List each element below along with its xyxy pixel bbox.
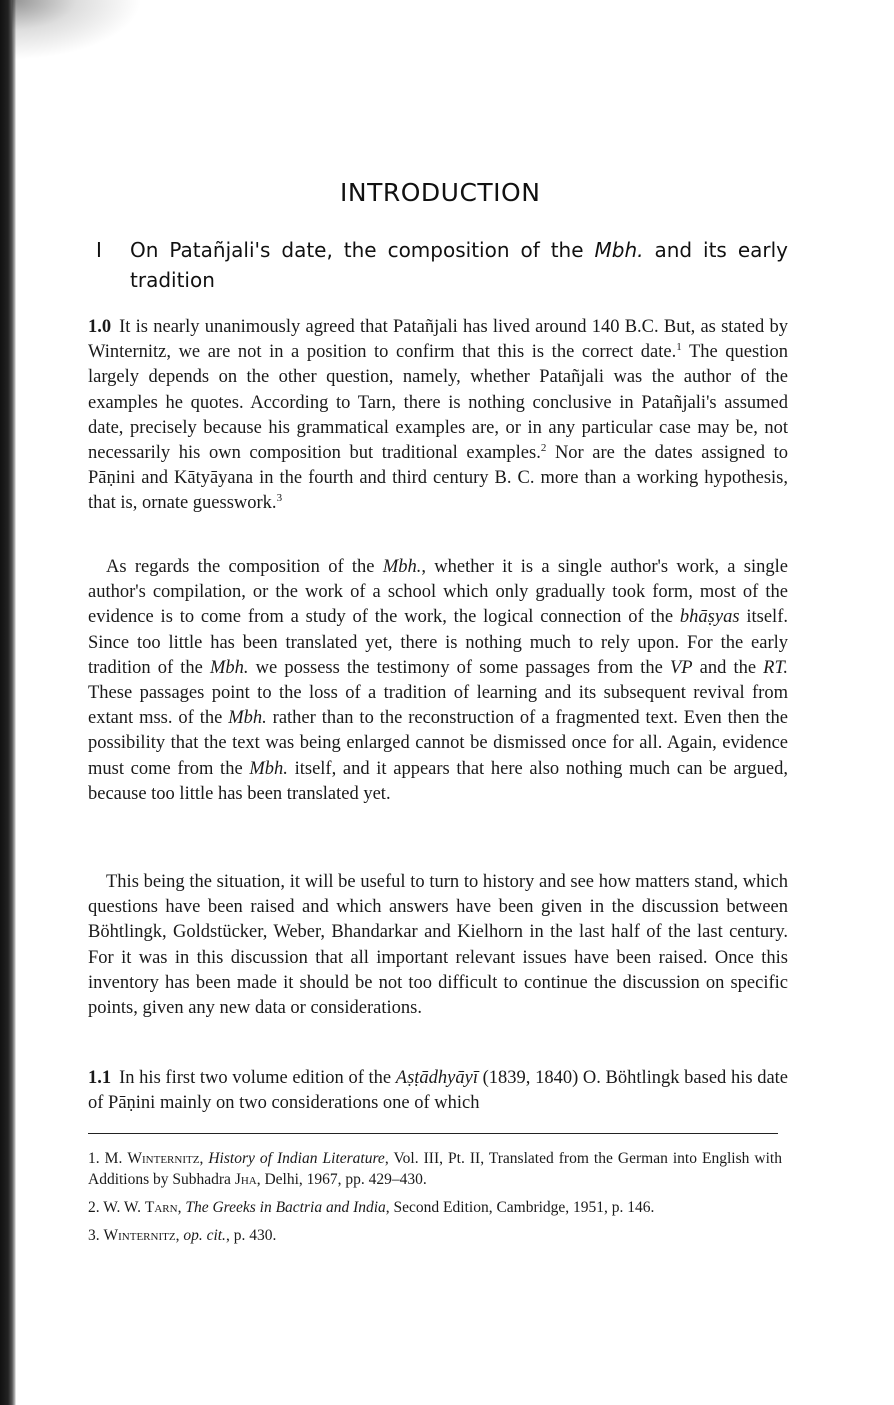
paragraph-number: 1.0 [88,317,112,337]
footnote-ref: 2 [540,441,547,454]
scan-binding-edge [0,0,16,1405]
section-heading [88,235,788,295]
paragraph-1-1: 1.1 In his first two volume edition of the Aṣṭādhyāyī (1839, 1840) O. Böhtlingk based his date of Pāṇini mainly on two considerations one of which [88,1068,789,1114]
scan-corner-shadow [12,0,142,60]
footnote-2: 2. W. W. Tarn, The Greeks in Bactria and India, Second Edition, Cambridge, 1951, p. 146. [88,1199,655,1216]
section-heading-text: On Patañjali's date, the composition of the Mbh. and its early tradition [130,238,788,292]
section-number: I [96,238,102,262]
footnote-3: 3. Winternitz, op. cit., p. 430. [88,1227,277,1244]
footnote-divider [88,1133,778,1134]
page-title: INTRODUCTION [340,178,541,207]
paragraph-composition: As regards the composition of the Mbh., whether it is a single author's work, a single author's compilation, or the work of a school which only gradually took form, most of the evidence is to come from a study of the work, the logical connection of the bhāṣyas itself. Since too little has been translated yet, there is nothing much to rely upon. For the early tradition of the Mbh. we possess the testimony of some passages from the VP and the RT. These passages point to the loss of a tradition of learning and its subsequent revival from extant mss. of the Mbh. rather than to the reconstruction of a fragmented text. Even then the possibility that the text was being enlarged cannot be dismissed once for all. Again, evidence must come from the Mbh. itself, and it appears that here also nothing much can be argued, because too little has been translated yet. [88,557,788,804]
footnote-ref: 1 [676,341,682,354]
paragraph-1-0: 1.0 It is nearly unanimously agreed that Patañjali has lived around 140 B.C. But, as stated by Winternitz, we are not in a position to confirm that this is the correct date.$^1$ The question largely depends on the other question, namely, whether Patañjali was the author of the examples he quotes. According to Tarn, there is nothing conclusive in Patañjali's assumed date, precisely because his grammatical examples are, or in any particular case may be, not necessarily his own composition but traditional examples.$^2$ Nor are the dates assigned to Pāṇini and Kātyāyana in the fourth and third century B. C. more than a working hypothesis, that is, ornate guesswork.$^3$ [88,317,788,514]
footnote-1: 1. M. Winternitz, History of Indian Literature, Vol. III, Pt. II, Translated from the German into English with Additions by Subhadra Jha, Delhi, 1967, pp. 429–430. [88,1150,782,1188]
paragraph-situation: This being the situation, it will be useful to turn to history and see how matters stand, which questions have been raised and which answers have been given in the discussion between Böhtlingk, Goldstücker, Weber, Bhandarkar and Kielhorn in the last half of the last century. For it was in this discussion that all important relevant issues have been raised. Once this inventory has been made it should be not too difficult to continue the discussion on specific points, given any new data or considerations. [88,872,788,1019]
footnotes [88,1148,782,1253]
paragraph-number: 1.1 [88,1068,112,1088]
footnote-ref: 3 [276,492,283,505]
